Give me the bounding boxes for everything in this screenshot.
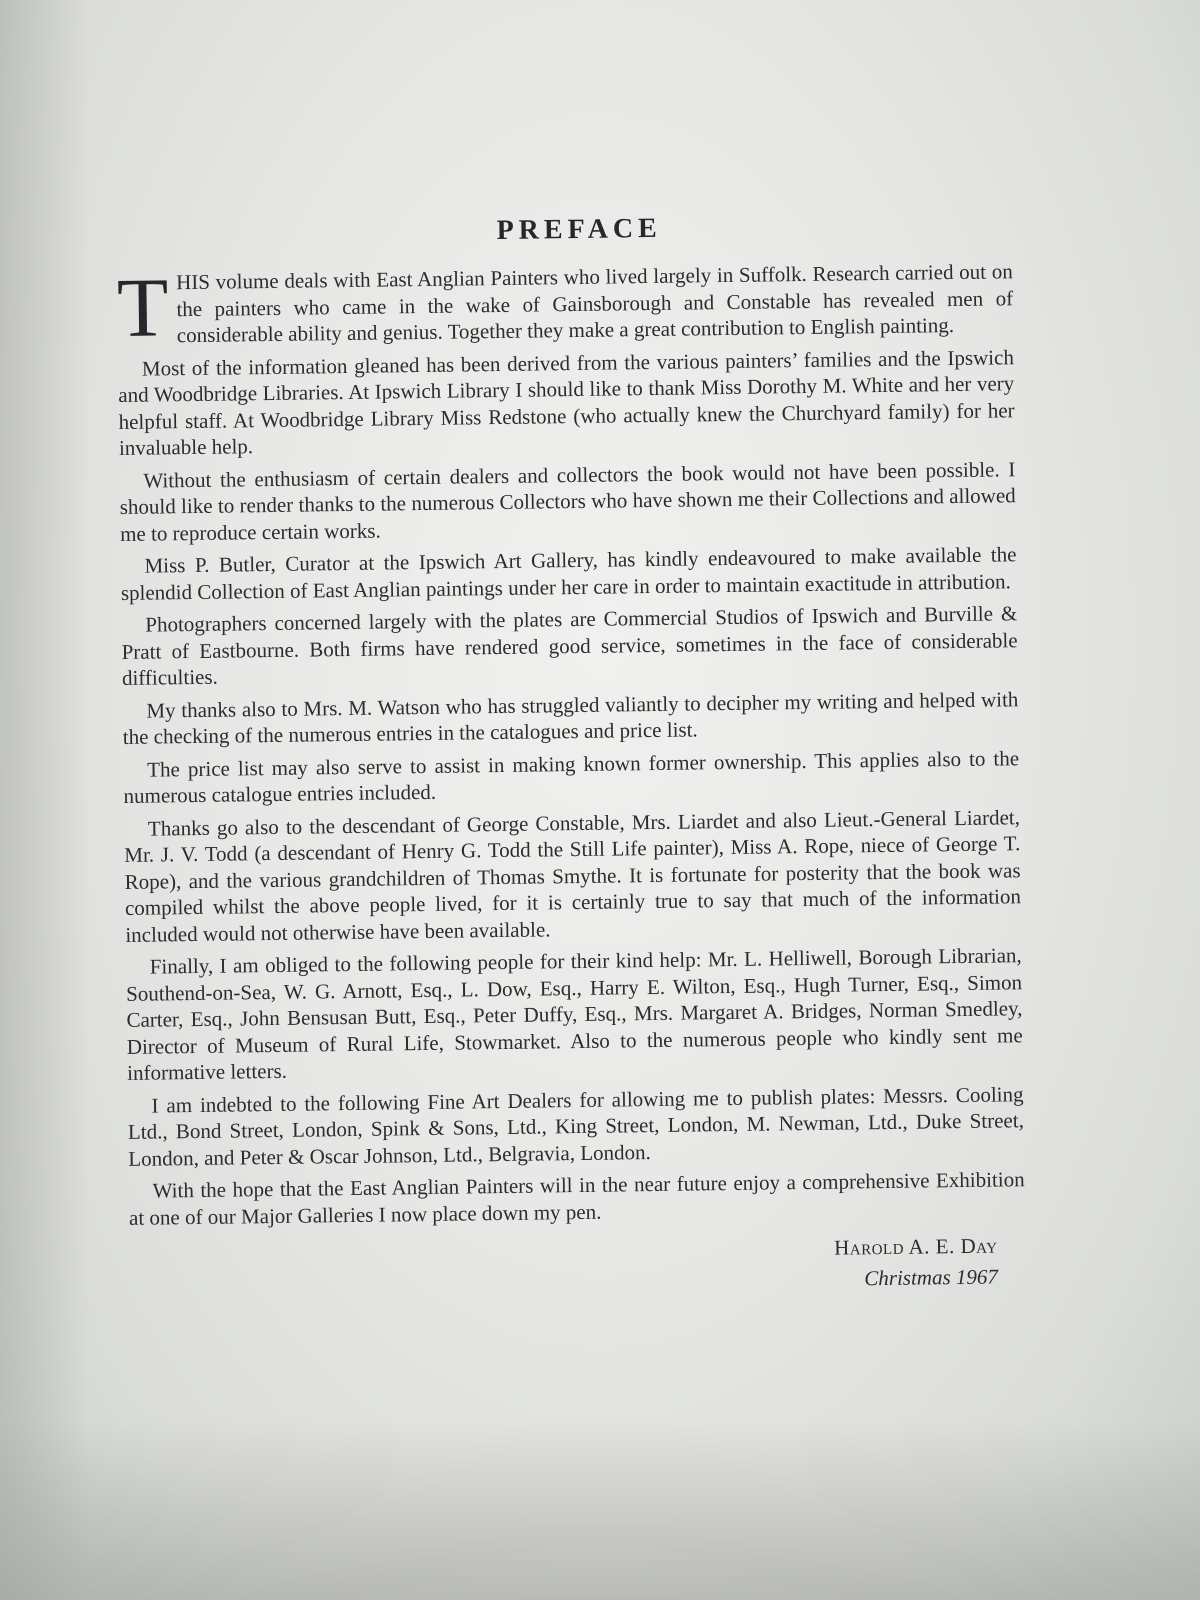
page-edge-shadow (0, 0, 90, 1600)
page-title: PREFACE (496, 212, 662, 247)
paragraph-collectors: Without the enthusiasm of certain dealers and collectors the book would not have been possible. I should like to render thanks to the numerous Collectors who have shown me their Collections and allowed me to reproduce certain works. (119, 456, 1016, 546)
author-signature: Harold A. E. Day (833, 1233, 998, 1260)
preface-content (116, 208, 1026, 1301)
paragraph-dealers: I am indebted to the following Fine Art Dealers for allowing me to publish plates: Messrs. Cooling Ltd., Bond Street, London, Spink & Sons, Ltd., King Street, London, M. Newman, Ltd., Duke Street, London, and Peter & Oscar Johnson, Ltd., Belgravia, London. (127, 1081, 1025, 1171)
intro-paragraph (116, 258, 1014, 355)
paragraph-photographers: Photographers concerned largely with the plates are Commercial Studios of Ipswich and Burville & Pratt of Eastbourne. Both firms have rendered good service, sometimes in the face of considerable difficulties. (121, 601, 1018, 690)
drop-cap: T (116, 261, 170, 355)
paragraph-sources: Most of the information gleaned has been derived from the various painters’ families and the Ipswich and Woodbridge Libraries. At Ipswich Library I should like to thank Miss Dorothy M. White and her very helpful staff. At Woodbridge Library Miss Redstone (who actually knew the Churchyard family) for her invaluable help. (118, 344, 1015, 460)
paragraph-price-list: The price list may also serve to assist in making known former ownership. This applies also to the numerous catalogue entries included. (123, 745, 1020, 808)
paragraph-helpers: Finally, I am obliged to the following people for their kind help: Mr. L. Helliwell, Borough Librarian, Southend-on-Sea, W. G. Arnott, Esq., L. Dow, Esq., Harry E. Wilton, Esq., Hugh Turner, Esq., Simon Carter, Esq., John Bensusan Butt, Esq., Peter Duffy, Esq., Mrs. Margaret A. Bridges, Norman Smedley, Director of Museum of Rural Life, Stowmarket. Also to the numerous people who kindly sent me informative letters. (125, 943, 1023, 1085)
paragraph-curator: Miss P. Butler, Curator at the Ipswich Art Gallery, has kindly endeavoured to make available the splendid Collection of East Anglian paintings under her care in order to maintain exactitude in attribution. (120, 542, 1017, 605)
page-bottom-shadow (0, 1420, 1200, 1600)
preface-date: Christmas 1967 (864, 1264, 999, 1291)
paragraph-typist: My thanks also to Mrs. M. Watson who has struggled valiantly to decipher my writing and helped with the checking of the numerous entries in the catalogues and price list. (122, 686, 1019, 749)
intro-text: HIS volume deals with East Anglian Painters who lived largely in Suffolk. Research carried out on the painters who came in the wake of Gainsborough and Constable has revealed men of considerable ability and genius. Together they make a great contribution to English painting. (175, 259, 1014, 348)
paragraph-descendants: Thanks go also to the descendant of George Constable, Mrs. Liardet and also Lieut.-General Liardet, Mr. J. V. Todd (a descendant of Henry G. Todd the Still Life painter), Miss A. Rope, niece of George T. Rope), and the various grandchildren of Thomas Smythe. It is fortunate for posterity that the book was compiled whilst the above people lived, for it is certainly true to say that much of the information included would not otherwise have been available. (124, 804, 1022, 947)
paragraph-closing: With the hope that the East Anglian Painters will in the near future enjoy a comprehensive Exhibition at one of our Major Galleries I now place down my pen. (128, 1167, 1025, 1230)
